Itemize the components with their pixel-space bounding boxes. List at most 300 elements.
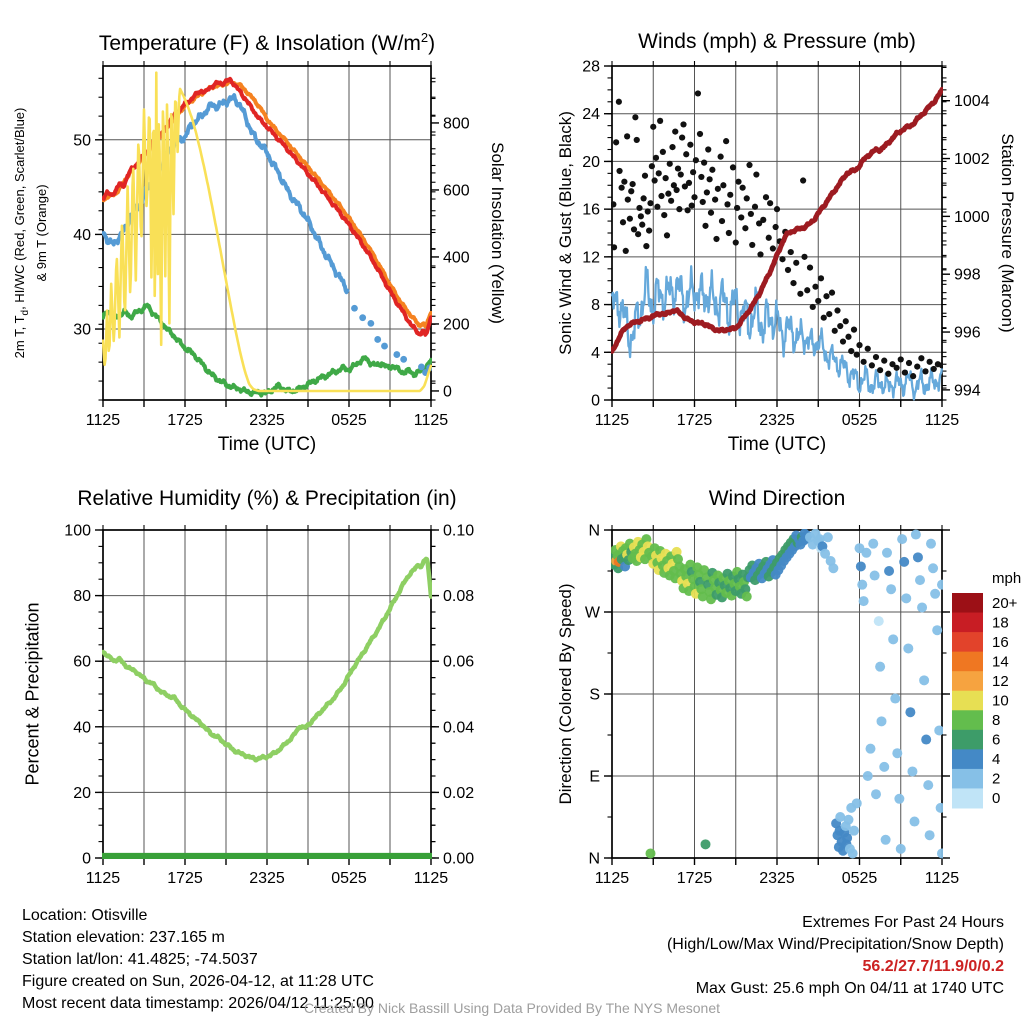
dot-wind_direction_by_speed (932, 625, 942, 635)
y-tick-label: 0.02 (443, 784, 475, 802)
dot-wind_gust_mph (616, 168, 622, 174)
dot-wind_gust_mph (748, 211, 754, 217)
series-group (610, 89, 945, 399)
dot-wind_gust_mph (851, 327, 857, 333)
dot-wind_gust_mph (620, 219, 626, 225)
dot-wind_gust_mph (910, 373, 916, 379)
dot-wind_direction_by_speed (919, 675, 929, 685)
y-tick-label: S (589, 686, 600, 704)
dot-wind_direction_by_speed (917, 602, 927, 612)
y-tick-label: 50 (73, 132, 91, 150)
xaxis-label-winds: Time (UTC) (727, 434, 827, 455)
x-tick-label: 1725 (676, 870, 713, 887)
yaxis-label-insolation-right: Solar Insolation (Yellow) (488, 142, 507, 324)
dot-wind_direction_by_speed (910, 817, 920, 827)
x-tick-label: 2325 (759, 870, 795, 887)
x-tick-label: 1725 (167, 870, 203, 887)
dot-wind_direction_by_speed (881, 835, 891, 845)
dot-wind_gust_mph (873, 354, 879, 360)
dot-wind_direction_by_speed (897, 534, 907, 544)
dot-wind_direction_by_speed (842, 833, 852, 843)
dot-wind_direction_by_speed (925, 830, 935, 840)
dot-wind_gust_mph (645, 208, 651, 214)
dot-wind_gust_mph (832, 328, 838, 334)
dot-wind_gust_mph (707, 176, 713, 182)
dot-wind_gust_mph (719, 218, 725, 224)
dot-wind_gust_mph (709, 167, 715, 173)
dot-wind_gust_mph (834, 307, 840, 313)
y-tick-label: 996 (954, 324, 981, 342)
dot-wind_direction_by_speed (852, 798, 862, 808)
dot-wind_gust_mph (927, 359, 933, 365)
dot-wind_gust_mph (898, 356, 904, 362)
dot-wind_gust_mph (664, 232, 670, 238)
dot-wind_gust_mph (918, 355, 924, 361)
y-tick-label: 994 (954, 382, 981, 400)
dot-wind_direction_by_speed (894, 794, 904, 804)
dot-wind_gust_mph (661, 212, 667, 218)
y-tick-label: 8 (591, 297, 600, 315)
dot-wind_direction_by_speed (896, 844, 906, 854)
dot-wind_gust_mph (826, 311, 832, 317)
x-tick-label: 1725 (676, 412, 713, 429)
dot-wind_gust_mph (623, 248, 629, 254)
dot-wind_gust_mph (647, 200, 653, 206)
colorbar-label: 12 (992, 672, 1009, 690)
dot-wind_gust_mph (800, 177, 806, 183)
colorbar-segment (952, 749, 983, 769)
colorbar-segment (952, 691, 983, 711)
station-location: Location: Otisville (22, 907, 148, 924)
dot-wind_direction_by_speed (934, 725, 944, 735)
dot-wind_gust_mph (861, 359, 867, 365)
dot-wind_gust_mph (705, 146, 711, 152)
dot-wind_gust_mph (667, 161, 673, 167)
dot-wind_gust_mph (636, 205, 642, 211)
y-tick-label: 40 (73, 226, 91, 244)
dot-wind_gust_mph (652, 177, 658, 183)
y-tick-label: 60 (73, 653, 91, 671)
dot-wind_direction_by_speed (903, 643, 913, 653)
dot-wind_gust_mph (720, 182, 726, 188)
extremes-block (667, 912, 1004, 1000)
dot-wind_gust_mph (815, 298, 821, 304)
dot-wind_gust_mph (757, 251, 763, 257)
dot-wind_gust_mph (856, 342, 862, 348)
dot-wind_gust_mph (669, 144, 675, 150)
y-tick-label: 0.00 (443, 850, 475, 868)
dot-wind_gust_mph (646, 228, 652, 234)
max-gust: Max Gust: 25.6 mph On 04/11 at 1740 UTC (695, 980, 1004, 997)
yaxis-label-direction-left: Direction (Colored By Speed) (556, 583, 575, 805)
colorbar-segment (952, 710, 983, 730)
colorbar-segment (952, 613, 983, 633)
dot-wind_direction_by_speed (828, 563, 838, 573)
dot-wind_direction_by_speed (848, 848, 858, 858)
extremes-values: 56.2/27.7/11.9/0/0.2 (862, 958, 1004, 975)
dot-wind_direction_by_speed (901, 593, 911, 603)
y-tick-label: 28 (582, 58, 600, 76)
dot-wind_gust_mph (845, 334, 851, 340)
dot-wind_gust_mph (724, 201, 730, 207)
colorbar-segment (952, 730, 983, 750)
y-tick-label: 1000 (954, 208, 990, 226)
dot-wind_gust_mph (797, 291, 803, 297)
dot-wind_gust_mph (611, 244, 617, 250)
dot-wind_gust_mph (665, 191, 671, 197)
dot-wind_gust_mph (658, 193, 664, 199)
dot-wind_gust_mph (885, 371, 891, 377)
dot-wind_gust_mph (790, 280, 796, 286)
dot-wind_direction_by_speed (907, 766, 917, 776)
dot-wind_gust_mph (734, 205, 740, 211)
dot-wind_gust_mph (653, 155, 659, 161)
dot-wind_direction_by_speed (936, 803, 946, 813)
y-tick-label: 200 (443, 316, 470, 334)
panel-title-humidity-precip: Relative Humidity (%) & Precipitation (in) (77, 487, 457, 510)
dot-wind_gust_mph (701, 160, 707, 166)
colorbar-segment (952, 632, 983, 652)
dot-wind_direction_by_speed (930, 589, 940, 599)
dot-wind_gust_mph (642, 173, 648, 179)
dot-wind_direction_by_speed (859, 596, 869, 606)
dot-wind_direction_by_speed (937, 848, 947, 858)
dot-wind_chill_dots (351, 305, 358, 312)
dot-wind_gust_mph (810, 304, 816, 310)
dot-wind_gust_mph (774, 206, 780, 212)
dot-wind_gust_mph (763, 194, 769, 200)
y-tick-label: 0.10 (443, 522, 475, 540)
dot-wind_gust_mph (865, 346, 871, 352)
dot-wind_gust_mph (770, 245, 776, 251)
dot-wind_gust_mph (649, 163, 655, 169)
dot-wind_gust_mph (635, 231, 641, 237)
dot-wind_gust_mph (641, 195, 647, 201)
panel-1 (582, 59, 989, 430)
x-tick-label: 1725 (167, 412, 203, 429)
dot-wind_chill_dots (418, 363, 425, 370)
dot-wind_gust_mph (630, 181, 636, 187)
dot-wind_direction_by_speed (926, 539, 936, 549)
yaxis-label-pressure-right: Station Pressure (Maroon) (998, 133, 1017, 333)
x-tick-label: 1125 (413, 870, 449, 887)
dot-wind_gust_mph (914, 364, 920, 370)
dot-wind_direction_by_speed (886, 584, 896, 594)
dot-wind_gust_mph (679, 134, 685, 140)
dot-wind_direction_by_speed (861, 548, 871, 558)
dot-wind_chill_dots (359, 314, 366, 321)
dot-wind_gust_mph (894, 365, 900, 371)
dot-wind_gust_mph (678, 171, 684, 177)
x-tick-label: 1125 (594, 870, 630, 887)
dot-wind_gust_mph (690, 169, 696, 175)
dot-wind_direction_by_speed (849, 826, 859, 836)
x-tick-label: 0525 (841, 870, 878, 887)
dot-wind_gust_mph (691, 194, 697, 200)
dot-wind_gust_mph (744, 195, 750, 201)
dot-wind_gust_mph (632, 114, 638, 120)
dot-wind_gust_mph (700, 199, 706, 205)
dot-wind_gust_mph (621, 179, 627, 185)
dot-wind_gust_mph (779, 256, 785, 262)
dot-wind_gust_mph (639, 222, 645, 228)
dot-wind_chill_dots (381, 343, 388, 350)
extremes-title: Extremes For Past 24 Hours (802, 914, 1004, 931)
dot-wind_gust_mph (625, 197, 631, 203)
dot-wind_gust_mph (619, 185, 625, 191)
dot-wind_direction_by_speed (866, 744, 876, 754)
panel-0 (73, 61, 470, 429)
dot-wind_direction_by_speed (913, 552, 923, 562)
dot-wind_gust_mph (843, 318, 849, 324)
dot-wind_gust_mph (793, 260, 799, 266)
y-tick-label: 0 (443, 383, 452, 401)
dot-wind_gust_mph (628, 188, 634, 194)
extremes-subtitle: (High/Low/Max Wind/Precipitation/Snow Depth) (666, 936, 1004, 953)
y-tick-label: W (584, 604, 600, 622)
yaxis-label-percent-left: Percent & Precipitation (22, 602, 43, 786)
colorbar-label: 2 (992, 770, 1001, 788)
dot-wind_direction_by_speed (742, 592, 752, 602)
x-tick-label: 1125 (413, 412, 449, 429)
dot-wind_direction_by_speed (871, 789, 881, 799)
dot-wind_gust_mph (695, 90, 701, 96)
dot-wind_gust_mph (733, 239, 739, 245)
y-tick-label: 40 (73, 719, 91, 737)
x-tick-label: 1125 (924, 870, 960, 887)
dot-wind_gust_mph (627, 216, 633, 222)
colorbar-label: 0 (992, 790, 1001, 808)
panel-3 (585, 523, 1018, 888)
dot-wind_gust_mph (821, 315, 827, 321)
dot-wind_gust_mph (869, 362, 875, 368)
dot-wind_gust_mph (654, 204, 660, 210)
y-tick-label: 30 (73, 321, 91, 339)
credit-line: Created By Nick Bassill Using Data Provided By The NYS Mesonet (303, 1000, 721, 1016)
y-tick-label: 0 (82, 850, 91, 868)
dot-wind_gust_mph (680, 121, 686, 127)
colorbar-label: 14 (992, 653, 1009, 671)
dot-wind_direction_by_speed (863, 771, 873, 781)
y-tick-label: 0.08 (443, 588, 475, 606)
yaxis-label-wind-left: Sonic Wind & Gust (Blue, Black) (556, 111, 575, 355)
y-tick-label: 0.04 (443, 719, 475, 737)
dot-wind_direction_by_speed (882, 548, 892, 558)
y-tick-label: 4 (591, 344, 600, 362)
dot-wind_gust_mph (657, 118, 663, 124)
dot-wind_gust_mph (939, 362, 945, 368)
dot-wind_gust_mph (881, 358, 887, 364)
dot-wind_gust_mph (660, 149, 666, 155)
dot-wind_chill_dots (367, 320, 374, 327)
dot-wind_gust_mph (702, 223, 708, 229)
dot-wind_gust_mph (730, 164, 736, 170)
y-tick-label: 800 (443, 115, 470, 133)
figure-created: Figure created on Sun, 2026-04-12, at 11:28 UTC (22, 973, 374, 990)
dot-wind_gust_mph (735, 179, 741, 185)
x-tick-label: 0525 (331, 412, 367, 429)
x-tick-label: 1125 (85, 412, 121, 429)
dot-wind_gust_mph (672, 129, 678, 135)
dot-wind_gust_mph (650, 124, 656, 130)
dot-wind_direction_by_speed (701, 839, 711, 849)
panel-title-temperature: Temperature (F) & Insolation $(W/m^2)$ (98, 30, 436, 55)
dot-wind_gust_mph (840, 338, 846, 344)
dot-wind_gust_mph (693, 157, 699, 163)
dot-wind_gust_mph (683, 151, 689, 157)
dot-wind_gust_mph (877, 367, 883, 373)
station-info-block (22, 905, 374, 1015)
x-tick-label: 1125 (924, 412, 960, 429)
dot-wind_direction_by_speed (874, 616, 884, 626)
y-tick-label: 100 (64, 522, 91, 540)
dot-wind_gust_mph (656, 170, 662, 176)
dot-wind_gust_mph (704, 189, 710, 195)
y-tick-label: 1004 (954, 93, 990, 111)
x-tick-label: 2325 (249, 412, 285, 429)
dot-wind_direction_by_speed (915, 575, 925, 585)
y-tick-label: 400 (443, 249, 470, 267)
dot-wind_gust_mph (713, 236, 719, 242)
x-tick-label: 1125 (594, 412, 630, 429)
dot-wind_direction_by_speed (823, 532, 833, 542)
dot-wind_gust_mph (767, 200, 773, 206)
y-tick-label: 16 (582, 201, 600, 219)
dot-wind_direction_by_speed (870, 571, 880, 581)
dot-wind_gust_mph (698, 174, 704, 180)
dot-wind_gust_mph (738, 214, 744, 220)
dot-wind_gust_mph (634, 137, 640, 143)
dot-wind_chill_dots (393, 351, 400, 358)
y-tick-label: 12 (582, 249, 600, 267)
y-tick-label: N (588, 522, 600, 540)
dot-wind_gust_mph (685, 207, 691, 213)
x-tick-label: 2325 (249, 870, 285, 887)
dot-wind_gust_mph (785, 267, 791, 273)
dot-wind_direction_by_speed (892, 748, 902, 758)
y-tick-label: 0 (591, 392, 600, 410)
dot-wind_gust_mph (812, 284, 818, 290)
colorbar-label: 18 (992, 614, 1009, 632)
dot-wind_gust_mph (689, 202, 695, 208)
yaxis-label-temp-left: 2m T, $T_d$, HI/WC (Red, Green, Scarlet/Blue) & 9m T (Orange) (12, 107, 49, 359)
station-latlon: Station lat/lon: 41.4825; -74.5037 (22, 951, 258, 968)
dot-wind_direction_by_speed (856, 561, 866, 571)
dot-wind_direction_by_speed (844, 815, 854, 825)
dot-wind_gust_mph (749, 242, 755, 248)
dot-wind_direction_by_speed (646, 848, 656, 858)
dot-wind_gust_mph (712, 197, 718, 203)
xaxis-label-temp: Time (UTC) (217, 434, 317, 455)
colorbar-label: 6 (992, 731, 1001, 749)
dot-wind_gust_mph (760, 217, 766, 223)
dot-wind_gust_mph (807, 264, 813, 270)
panel-title-winds-pressure: Winds (mph) & Pressure (mb) (638, 30, 916, 53)
colorbar-label: 8 (992, 712, 1001, 730)
dot-wind_gust_mph (931, 366, 937, 372)
colorbar-label: 20+ (992, 594, 1018, 612)
dot-wind_direction_by_speed (868, 539, 878, 549)
dot-wind_direction_by_speed (879, 762, 889, 772)
dot-wind_chill_dots (400, 356, 407, 363)
y-tick-label: 24 (582, 106, 600, 124)
dot-wind_direction_by_speed (921, 735, 931, 745)
dot-wind_gust_mph (686, 180, 692, 186)
colorbar-segment (952, 593, 983, 613)
dot-wind_gust_mph (675, 165, 681, 171)
y-tick-label: 80 (73, 588, 91, 606)
colorbar-label: 16 (992, 633, 1009, 651)
dot-wind_direction_by_speed (937, 580, 947, 590)
dot-wind_gust_mph (804, 287, 810, 293)
dot-wind_gust_mph (616, 99, 622, 105)
dot-wind_gust_mph (752, 204, 758, 210)
dot-wind_direction_by_speed (875, 662, 885, 672)
dot-wind_gust_mph (631, 226, 637, 232)
dot-wind_direction_by_speed (888, 634, 898, 644)
dot-wind_gust_mph (854, 352, 860, 358)
colorbar-segment (952, 671, 983, 691)
dot-wind_gust_mph (753, 171, 759, 177)
dot-wind_gust_mph (676, 206, 682, 212)
colorbar-segment (952, 652, 983, 672)
panel-2 (64, 523, 474, 888)
colorbar-segment (952, 788, 983, 808)
dot-wind_gust_mph (708, 210, 714, 216)
dot-wind_gust_mph (922, 368, 928, 374)
dot-wind_gust_mph (829, 290, 835, 296)
dot-wind_gust_mph (801, 254, 807, 260)
panel-title-wind-direction: Wind Direction (708, 487, 846, 510)
dot-wind_chill_dots (374, 336, 381, 343)
y-tick-label: 600 (443, 182, 470, 200)
dot-wind_direction_by_speed (923, 780, 933, 790)
dot-wind_gust_mph (718, 154, 724, 160)
x-tick-label: 1125 (85, 870, 121, 887)
colorbar-label: 4 (992, 751, 1001, 769)
y-tick-label: N (588, 850, 600, 868)
dot-wind_gust_mph (788, 249, 794, 255)
dot-wind_gust_mph (723, 138, 729, 144)
dot-wind_direction_by_speed (911, 530, 921, 540)
x-tick-label: 0525 (841, 412, 878, 429)
dot-wind_gust_mph (906, 360, 912, 366)
y-tick-label: 1002 (954, 151, 990, 169)
station-elevation: Station elevation: 237.165 m (22, 929, 225, 946)
dot-wind_gust_mph (823, 293, 829, 299)
dot-wind_gust_mph (818, 275, 824, 281)
dot-wind_direction_by_speed (899, 557, 909, 567)
x-tick-label: 0525 (331, 870, 367, 887)
dot-wind_gust_mph (746, 162, 752, 168)
dot-wind_gust_mph (624, 133, 630, 139)
dot-wind_gust_mph (610, 201, 616, 207)
y-tick-label: 0.06 (443, 653, 475, 671)
dot-wind_gust_mph (848, 348, 854, 354)
dot-wind_direction_by_speed (857, 580, 867, 590)
dot-wind_direction_by_speed (884, 566, 894, 576)
dot-wind_gust_mph (837, 323, 843, 329)
dot-wind_direction_by_speed (890, 694, 900, 704)
y-tick-label: E (589, 768, 600, 786)
dot-wind_gust_mph (638, 213, 644, 219)
dot-wind_gust_mph (663, 175, 669, 181)
dot-wind_gust_mph (773, 224, 779, 230)
dot-wind_gust_mph (726, 230, 732, 236)
dot-wind_gust_mph (766, 235, 772, 241)
dot-wind_direction_by_speed (928, 563, 938, 573)
dot-wind_gust_mph (668, 198, 674, 204)
